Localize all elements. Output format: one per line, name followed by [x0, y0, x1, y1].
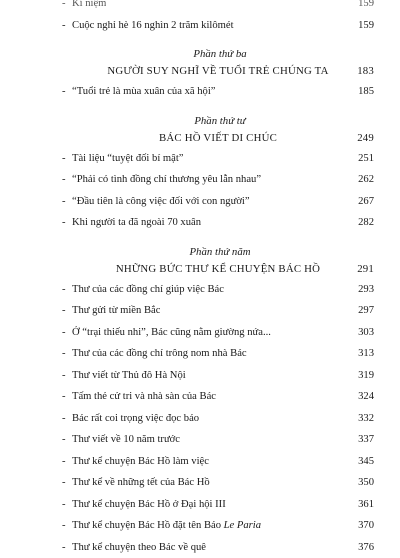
- entry-dash: -: [62, 365, 66, 387]
- entry-page-number: 293: [358, 279, 374, 301]
- toc-entry: [0, 515, 400, 537]
- entry-title: Thư kể chuyện Bác Hồ ở Đại hội III: [72, 494, 226, 516]
- toc-entry: [0, 300, 400, 322]
- entry-title: Thư gửi từ miền Bắc: [72, 300, 160, 322]
- entry-dash: -: [62, 429, 66, 451]
- toc-entry: [0, 386, 400, 408]
- entry-title: Kỉ niệm: [72, 0, 106, 15]
- toc-entry: [0, 169, 400, 191]
- entry-dash: -: [62, 472, 66, 494]
- part-heading: [0, 62, 400, 81]
- entry-page-number: 319: [358, 365, 374, 387]
- entry-dash: -: [62, 300, 66, 322]
- entry-page-number: 303: [358, 322, 374, 344]
- entry-title: Tài liệu “tuyệt đối bí mật”: [72, 148, 184, 170]
- entry-dash: -: [62, 515, 66, 537]
- entry-title: Cuộc nghỉ hè 16 nghìn 2 trăm kilômét: [72, 15, 234, 37]
- entry-page-number: 345: [358, 451, 374, 473]
- part-heading-page-number: 291: [357, 260, 374, 279]
- entry-title: Thư kể chuyện Bác Hồ làm việc: [72, 451, 209, 473]
- entry-dash: -: [62, 343, 66, 365]
- entry-dash: -: [62, 148, 66, 170]
- entry-page-number: 159: [358, 15, 374, 37]
- newspaper-name: Le Paria: [224, 520, 261, 531]
- toc-entry: [0, 279, 400, 301]
- toc-entry: [0, 0, 400, 15]
- part-heading: [0, 129, 400, 148]
- entry-dash: -: [62, 451, 66, 473]
- entry-page-number: 282: [358, 212, 374, 234]
- entry-page-number: 370: [358, 515, 374, 537]
- toc-entry: [0, 494, 400, 516]
- entry-page-number: 332: [358, 408, 374, 430]
- toc-entry: [0, 429, 400, 451]
- entry-page-number: 376: [358, 537, 374, 558]
- entry-page-number: 361: [358, 494, 374, 516]
- part-label: Phần thứ năm: [0, 244, 400, 260]
- entry-title: Thư viết từ Thủ đô Hà Nội: [72, 365, 186, 387]
- entry-dash: -: [62, 15, 66, 37]
- part-heading-title: NHỮNG BỨC THƯ KỂ CHUYỆN BÁC HỒ: [0, 260, 400, 279]
- entry-title: “Đầu tiên là công việc đối với con người”: [72, 191, 250, 213]
- entry-page-number: 297: [358, 300, 374, 322]
- entry-dash: -: [62, 191, 66, 213]
- entry-title: Thư của các đồng chí giúp việc Bác: [72, 279, 224, 301]
- entry-page-number: 185: [358, 81, 374, 103]
- entry-page-number: 313: [358, 343, 374, 365]
- part-heading-title: BÁC HỒ VIẾT DI CHÚC: [0, 129, 400, 148]
- entry-page-number: 267: [358, 191, 374, 213]
- toc-entry: [0, 81, 400, 103]
- entry-title: [72, 515, 261, 537]
- entry-title: “Phải có tình đồng chí thương yêu lẫn nhau”: [72, 169, 261, 191]
- entry-title: Bác rất coi trọng việc đọc báo: [72, 408, 199, 430]
- toc-entry: [0, 212, 400, 234]
- part-label: Phần thứ ba: [0, 46, 400, 62]
- entry-dash: -: [62, 169, 66, 191]
- toc-entry: [0, 365, 400, 387]
- part-heading-page-number: 183: [357, 62, 374, 81]
- entry-page-number: 324: [358, 386, 374, 408]
- entry-title: Thư kể về những tết của Bác Hồ: [72, 472, 210, 494]
- part-heading-title: NGƯỜI SUY NGHĨ VỀ TUỔI TRẺ CHÚNG TA: [0, 62, 400, 81]
- entry-dash: -: [62, 279, 66, 301]
- toc-entry: [0, 148, 400, 170]
- entry-dash: -: [62, 81, 66, 103]
- entry-title-text: Thư kể chuyện Bác Hồ đặt tên Báo: [72, 520, 224, 531]
- part-heading: [0, 260, 400, 279]
- entry-title: Thư của các đồng chí trông nom nhà Bác: [72, 343, 247, 365]
- part-label: Phần thứ tư: [0, 113, 400, 129]
- entry-page-number: 159: [358, 0, 374, 15]
- entry-title: Thư viết về 10 năm trước: [72, 429, 180, 451]
- entry-dash: -: [62, 408, 66, 430]
- entry-page-number: 350: [358, 472, 374, 494]
- entry-page-number: 251: [358, 148, 374, 170]
- entry-dash: -: [62, 0, 66, 15]
- entry-dash: -: [62, 494, 66, 516]
- entry-title: “Tuổi trẻ là mùa xuân của xã hội”: [72, 81, 215, 103]
- toc-entry: [0, 408, 400, 430]
- entry-dash: -: [62, 386, 66, 408]
- entry-dash: -: [62, 212, 66, 234]
- entry-page-number: 337: [358, 429, 374, 451]
- toc-entry: [0, 322, 400, 344]
- toc-entry: [0, 472, 400, 494]
- toc-entry: [0, 191, 400, 213]
- entry-title: Tấm thẻ cử tri và nhà sàn của Bác: [72, 386, 216, 408]
- toc-entry: [0, 537, 400, 558]
- part-heading-page-number: 249: [357, 129, 374, 148]
- toc-entry: [0, 343, 400, 365]
- entry-title: Ở “trại thiếu nhi”, Bác cũng nằm giường nứa...: [72, 322, 271, 344]
- toc-entry: [0, 15, 400, 37]
- entry-page-number: 262: [358, 169, 374, 191]
- entry-title: Khi người ta đã ngoài 70 xuân: [72, 212, 201, 234]
- toc-entry: [0, 451, 400, 473]
- entry-dash: -: [62, 322, 66, 344]
- entry-dash: -: [62, 537, 66, 558]
- entry-title: Thư kể chuyện theo Bác về quê: [72, 537, 206, 558]
